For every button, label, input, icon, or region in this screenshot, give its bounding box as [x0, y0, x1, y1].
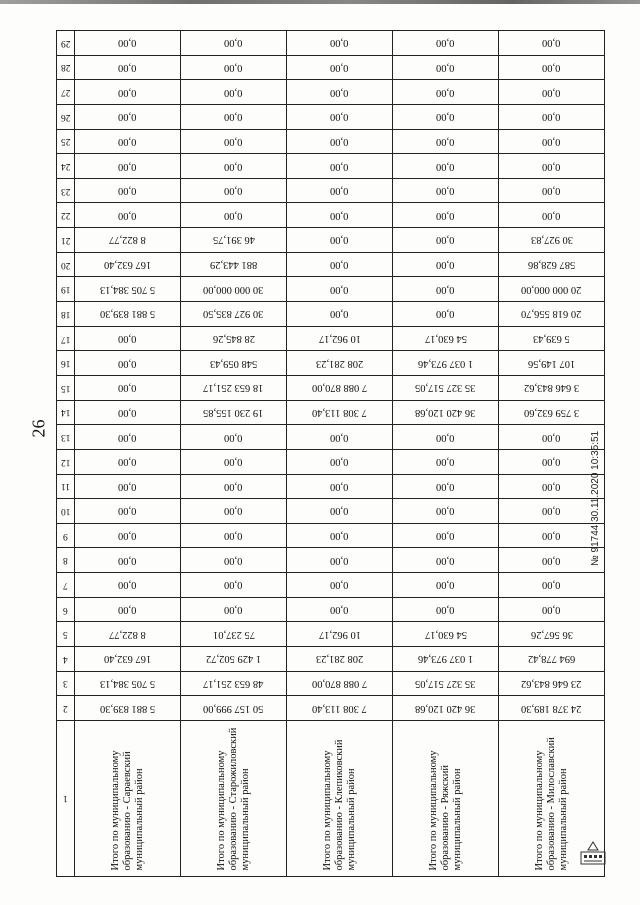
- value-cell: 0,00: [393, 523, 499, 548]
- value-cell: 0,00: [393, 154, 499, 179]
- column-number: 17: [57, 326, 75, 351]
- value-cell: 18 653 251,17: [181, 375, 287, 400]
- value-cell: 0,00: [393, 277, 499, 302]
- value-cell: 0,00: [393, 449, 499, 474]
- value-cell: 0,00: [287, 252, 393, 277]
- column-number: 2: [57, 696, 75, 721]
- municipality-name: Итого по муниципальному образованию - Сараевский муниципальный район: [109, 750, 145, 871]
- value-cell: 0,00: [287, 80, 393, 105]
- value-cell: 0,00: [287, 302, 393, 327]
- value-cell: 0,00: [75, 499, 181, 524]
- value-cell: 0,00: [181, 129, 287, 154]
- field-row: [57, 80, 605, 105]
- field-row: [57, 671, 605, 696]
- value-cell: 23 646 843,62: [499, 671, 605, 696]
- value-cell: 1 429 502,72: [181, 647, 287, 672]
- value-cell: 0,00: [75, 154, 181, 179]
- value-cell: 5 881 839,30: [75, 696, 181, 721]
- value-cell: 0,00: [393, 203, 499, 228]
- value-cell: 0,00: [75, 326, 181, 351]
- value-cell: 0,00: [181, 80, 287, 105]
- value-cell: 0,00: [393, 31, 499, 56]
- field-row: [57, 523, 605, 548]
- value-cell: 0,00: [287, 55, 393, 80]
- value-cell: 28 845,26: [181, 326, 287, 351]
- value-cell: 7 088 870,00: [287, 671, 393, 696]
- column-number: 20: [57, 252, 75, 277]
- data-table: [56, 30, 605, 877]
- value-cell: 208 281,23: [287, 647, 393, 672]
- value-cell: 0,00: [393, 597, 499, 622]
- value-cell: 0,00: [499, 425, 605, 450]
- field-row: [57, 400, 605, 425]
- value-cell: 0,00: [393, 228, 499, 253]
- value-cell: 0,00: [287, 499, 393, 524]
- value-cell: 0,00: [75, 474, 181, 499]
- value-cell: 0,00: [499, 129, 605, 154]
- value-cell: 0,00: [499, 178, 605, 203]
- value-cell: 0,00: [499, 499, 605, 524]
- value-cell: 36 420 120,68: [393, 696, 499, 721]
- field-row: [57, 597, 605, 622]
- value-cell: 0,00: [393, 80, 499, 105]
- value-cell: 0,00: [499, 548, 605, 573]
- field-row: [57, 154, 605, 179]
- value-cell: 0,00: [181, 548, 287, 573]
- value-cell: 0,00: [75, 80, 181, 105]
- column-number: 16: [57, 351, 75, 376]
- value-cell: 0,00: [181, 573, 287, 598]
- value-cell: 0,00: [181, 203, 287, 228]
- value-cell: 0,00: [393, 302, 499, 327]
- field-row: [57, 31, 605, 56]
- value-cell: 0,00: [393, 129, 499, 154]
- name-row: [57, 720, 605, 876]
- scan-edge: [0, 0, 640, 4]
- column-number: 29: [57, 31, 75, 56]
- value-cell: 0,00: [181, 154, 287, 179]
- value-cell: 0,00: [75, 351, 181, 376]
- value-cell: 30 927,83: [499, 228, 605, 253]
- column-number: 11: [57, 474, 75, 499]
- municipality-name: Итого по муниципальному образованию - Милославский муниципальный район: [533, 737, 569, 871]
- value-cell: 0,00: [181, 449, 287, 474]
- column-number: 15: [57, 375, 75, 400]
- value-cell: 5 881 839,30: [75, 302, 181, 327]
- value-cell: 0,00: [499, 55, 605, 80]
- value-cell: 0,00: [75, 573, 181, 598]
- value-cell: 0,00: [393, 474, 499, 499]
- column-number: 18: [57, 302, 75, 327]
- value-cell: 20 618 556,70: [499, 302, 605, 327]
- value-cell: 0,00: [181, 104, 287, 129]
- value-cell: 1 037 973,46: [393, 351, 499, 376]
- field-row: [57, 375, 605, 400]
- column-number: 19: [57, 277, 75, 302]
- column-number: 7: [57, 573, 75, 598]
- value-cell: 0,00: [287, 449, 393, 474]
- value-cell: 35 327 517,05: [393, 671, 499, 696]
- value-cell: 10 962,17: [287, 326, 393, 351]
- value-cell: 0,00: [393, 252, 499, 277]
- value-cell: 0,00: [75, 31, 181, 56]
- value-cell: 0,00: [75, 203, 181, 228]
- value-cell: 0,00: [75, 400, 181, 425]
- value-cell: 0,00: [75, 55, 181, 80]
- value-cell: 0,00: [287, 573, 393, 598]
- column-number: 3: [57, 671, 75, 696]
- column-number: 21: [57, 228, 75, 253]
- column-number: 4: [57, 647, 75, 672]
- value-cell: 8 822,77: [75, 622, 181, 647]
- column-number: 23: [57, 178, 75, 203]
- value-cell: 0,00: [75, 375, 181, 400]
- value-cell: 0,00: [287, 228, 393, 253]
- value-cell: 54 630,17: [393, 326, 499, 351]
- column-number: 22: [57, 203, 75, 228]
- field-row: [57, 129, 605, 154]
- value-cell: 0,00: [181, 55, 287, 80]
- value-cell: 7 088 870,00: [287, 375, 393, 400]
- value-cell: 0,00: [499, 31, 605, 56]
- field-row: [57, 548, 605, 573]
- column-number: 9: [57, 523, 75, 548]
- value-cell: 0,00: [287, 425, 393, 450]
- value-cell: 24 378 189,30: [499, 696, 605, 721]
- value-cell: 36 420 120,68: [393, 400, 499, 425]
- field-row: [57, 351, 605, 376]
- value-cell: 107 149,56: [499, 351, 605, 376]
- value-cell: 0,00: [499, 104, 605, 129]
- value-cell: 0,00: [287, 178, 393, 203]
- value-cell: 7 308 113,40: [287, 696, 393, 721]
- field-row: [57, 499, 605, 524]
- value-cell: 0,00: [75, 523, 181, 548]
- value-cell: 7 308 113,40: [287, 400, 393, 425]
- value-cell: 0,00: [499, 203, 605, 228]
- value-cell: 0,00: [181, 31, 287, 56]
- column-number: 1: [57, 720, 75, 876]
- value-cell: 587 628,86: [499, 252, 605, 277]
- value-cell: 54 630,17: [393, 622, 499, 647]
- value-cell: 0,00: [181, 499, 287, 524]
- column-number: 5: [57, 622, 75, 647]
- column-number: 8: [57, 548, 75, 573]
- value-cell: 0,00: [75, 597, 181, 622]
- value-cell: 75 237,01: [181, 622, 287, 647]
- value-cell: 0,00: [181, 474, 287, 499]
- value-cell: 208 281,23: [287, 351, 393, 376]
- value-cell: 0,00: [499, 573, 605, 598]
- value-cell: 5 705 384,13: [75, 277, 181, 302]
- value-cell: 0,00: [181, 523, 287, 548]
- value-cell: 0,00: [75, 178, 181, 203]
- value-cell: 0,00: [393, 178, 499, 203]
- value-cell: 0,00: [287, 129, 393, 154]
- column-number: 6: [57, 597, 75, 622]
- column-number: 24: [57, 154, 75, 179]
- field-row: [57, 302, 605, 327]
- value-cell: 0,00: [287, 154, 393, 179]
- value-cell: 0,00: [287, 548, 393, 573]
- column-number: 27: [57, 80, 75, 105]
- column-number: 25: [57, 129, 75, 154]
- column-number: 28: [57, 55, 75, 80]
- value-cell: 881 443,29: [181, 252, 287, 277]
- page-number: 26: [28, 419, 49, 438]
- column-number: 12: [57, 449, 75, 474]
- value-cell: 0,00: [181, 597, 287, 622]
- value-cell: 0,00: [499, 154, 605, 179]
- column-number: 10: [57, 499, 75, 524]
- municipality-name: Итого по муниципальному образованию - Ряжский муниципальный район: [427, 750, 463, 871]
- field-row: [57, 647, 605, 672]
- field-row: [57, 203, 605, 228]
- value-cell: 0,00: [393, 104, 499, 129]
- value-cell: 0,00: [287, 474, 393, 499]
- field-row: [57, 55, 605, 80]
- value-cell: 48 653 251,17: [181, 671, 287, 696]
- field-row: [57, 449, 605, 474]
- field-row: [57, 104, 605, 129]
- value-cell: 0,00: [287, 104, 393, 129]
- registration-stamp: № 91744 30.11.2020 10:35:51: [590, 430, 601, 566]
- value-cell: 548 059,43: [181, 351, 287, 376]
- value-cell: 0,00: [393, 573, 499, 598]
- value-cell: 0,00: [75, 129, 181, 154]
- value-cell: 0,00: [181, 178, 287, 203]
- value-cell: 0,00: [75, 548, 181, 573]
- value-cell: 0,00: [499, 523, 605, 548]
- value-cell: 46 391,75: [181, 228, 287, 253]
- value-cell: 0,00: [287, 203, 393, 228]
- field-row: [57, 326, 605, 351]
- value-cell: 5 639,43: [499, 326, 605, 351]
- value-cell: 0,00: [75, 425, 181, 450]
- column-number: 26: [57, 104, 75, 129]
- field-row: [57, 696, 605, 721]
- value-cell: 1 037 973,46: [393, 647, 499, 672]
- value-cell: 0,00: [287, 523, 393, 548]
- value-cell: 19 230 155,85: [181, 400, 287, 425]
- value-cell: 0,00: [287, 597, 393, 622]
- municipality-name-cell: [75, 720, 181, 876]
- value-cell: 0,00: [287, 277, 393, 302]
- seal-logo-icon: [578, 838, 608, 866]
- value-cell: 0,00: [393, 425, 499, 450]
- value-cell: 694 778,42: [499, 647, 605, 672]
- field-row: [57, 573, 605, 598]
- municipality-name: Итого по муниципальному образованию - Клепиковский муниципальный район: [321, 739, 357, 871]
- value-cell: 0,00: [499, 474, 605, 499]
- value-cell: 0,00: [181, 425, 287, 450]
- value-cell: 0,00: [499, 449, 605, 474]
- value-cell: 3 759 632,60: [499, 400, 605, 425]
- field-row: [57, 474, 605, 499]
- field-row: [57, 425, 605, 450]
- value-cell: 0,00: [287, 31, 393, 56]
- value-cell: 0,00: [393, 548, 499, 573]
- value-cell: 167 632,40: [75, 252, 181, 277]
- field-row: [57, 228, 605, 253]
- value-cell: 167 632,40: [75, 647, 181, 672]
- value-cell: 0,00: [393, 55, 499, 80]
- value-cell: 20 000 000,00: [499, 277, 605, 302]
- data-table-wrap: [56, 30, 605, 875]
- field-row: [57, 252, 605, 277]
- value-cell: 50 157 999,00: [181, 696, 287, 721]
- value-cell: 35 327 517,05: [393, 375, 499, 400]
- value-cell: 30 000 000,00: [181, 277, 287, 302]
- field-row: [57, 178, 605, 203]
- value-cell: 0,00: [75, 104, 181, 129]
- value-cell: 8 822,77: [75, 228, 181, 253]
- field-row: [57, 277, 605, 302]
- municipality-name-cell: [287, 720, 393, 876]
- value-cell: 5 705 384,13: [75, 671, 181, 696]
- column-number: 13: [57, 425, 75, 450]
- value-cell: 36 567,26: [499, 622, 605, 647]
- field-row: [57, 622, 605, 647]
- value-cell: 0,00: [499, 80, 605, 105]
- value-cell: 0,00: [393, 499, 499, 524]
- value-cell: 30 927 835,50: [181, 302, 287, 327]
- municipality-name-cell: [393, 720, 499, 876]
- value-cell: 3 646 843,62: [499, 375, 605, 400]
- value-cell: 10 962,17: [287, 622, 393, 647]
- municipality-name-cell: [181, 720, 287, 876]
- column-number: 14: [57, 400, 75, 425]
- value-cell: 0,00: [499, 597, 605, 622]
- municipality-name: Итого по муниципальному образованию - Старожиловский муниципальный район: [215, 728, 251, 871]
- value-cell: 0,00: [75, 449, 181, 474]
